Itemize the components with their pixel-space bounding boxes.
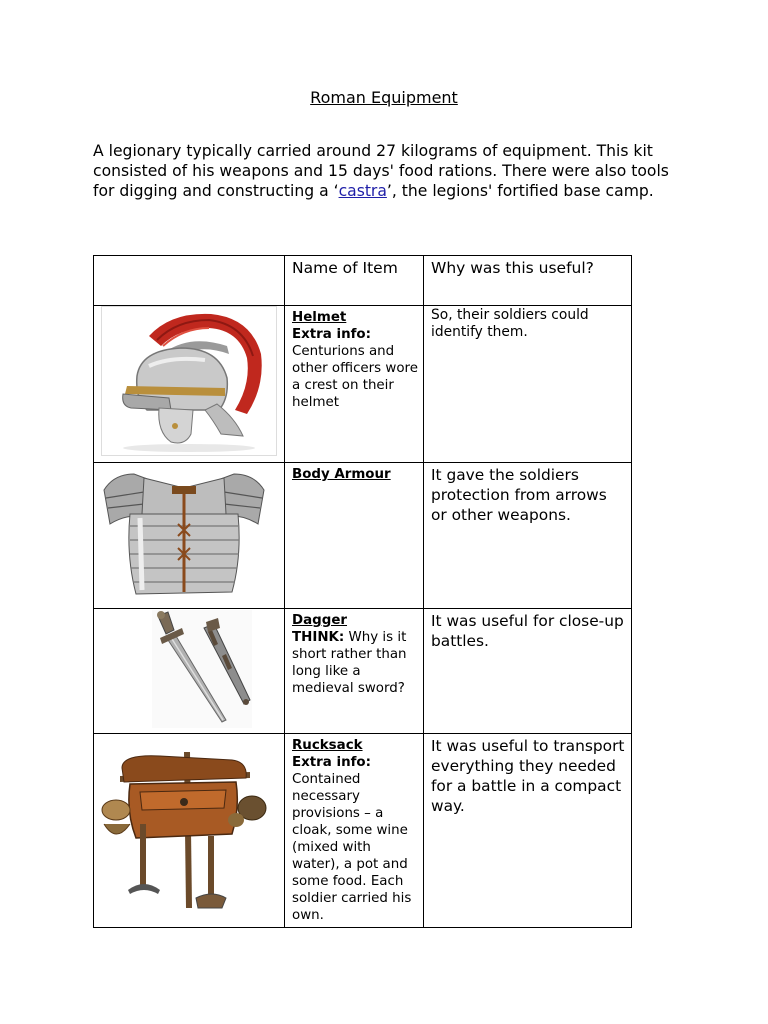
helmet-why-useful: So, their soldiers could identify them. — [424, 306, 632, 463]
helmet-name-cell — [285, 306, 424, 463]
table-row — [94, 463, 632, 609]
think-label: THINK: — [292, 630, 345, 645]
dagger-picture — [152, 610, 252, 728]
body-armour-image — [94, 463, 285, 609]
rucksack-name-cell — [285, 734, 424, 928]
equipment-table — [93, 255, 632, 928]
rucksack-picture — [100, 748, 270, 912]
header-image-column — [94, 256, 285, 306]
intro-paragraph — [93, 141, 683, 201]
table-row — [94, 734, 632, 928]
roman-helmet-image — [94, 306, 285, 463]
table-row — [94, 306, 632, 463]
helmet-extra-info: Centurions and other officers wore a crest on their helmet — [292, 344, 419, 410]
rucksack-extra-info: Contained necessary provisions – a cloak, some wine (mixed with water), a pot and some food. Each soldier carried his own. — [292, 772, 412, 923]
extra-info-label: Extra info: — [292, 755, 371, 770]
item-name-rucksack: Rucksack — [292, 738, 363, 753]
rucksack-image — [94, 734, 285, 928]
item-name-helmet: Helmet — [292, 310, 347, 325]
dagger-image — [94, 609, 285, 734]
item-name-dagger: Dagger — [292, 613, 348, 628]
dagger-why-useful: It was useful for close-up battles. — [424, 609, 632, 734]
castra-link[interactable]: castra — [338, 182, 387, 200]
table-header-row — [94, 256, 632, 306]
header-why-useful: Why was this useful? — [424, 256, 632, 306]
item-name-body-armour: Body Armour — [292, 467, 391, 482]
dagger-name-cell — [285, 609, 424, 734]
intro-text-start: A legionary typically carried around 27 kilograms of equipment. This kit consisted of his weapons and 15 days' food rations. There were also tools for digging and constructing a ‘ — [93, 142, 669, 200]
intro-text-end: ’, the legions' fortified base camp. — [386, 182, 654, 200]
body-armour-name-cell — [285, 463, 424, 609]
dagger-think-question: Why is it short rather than long like a medieval sword? — [292, 630, 407, 696]
helmet-picture — [101, 306, 277, 456]
page-title: Roman Equipment — [310, 88, 458, 107]
body-armour-why-useful: It gave the soldiers protection from arrows or other weapons. — [424, 463, 632, 609]
rucksack-why-useful: It was useful to transport everything they needed for a battle in a compact way. — [424, 734, 632, 928]
extra-info-label: Extra info: — [292, 327, 371, 342]
header-name-of-item: Name of Item — [285, 256, 424, 306]
table-row — [94, 609, 632, 734]
armour-picture — [100, 464, 268, 600]
